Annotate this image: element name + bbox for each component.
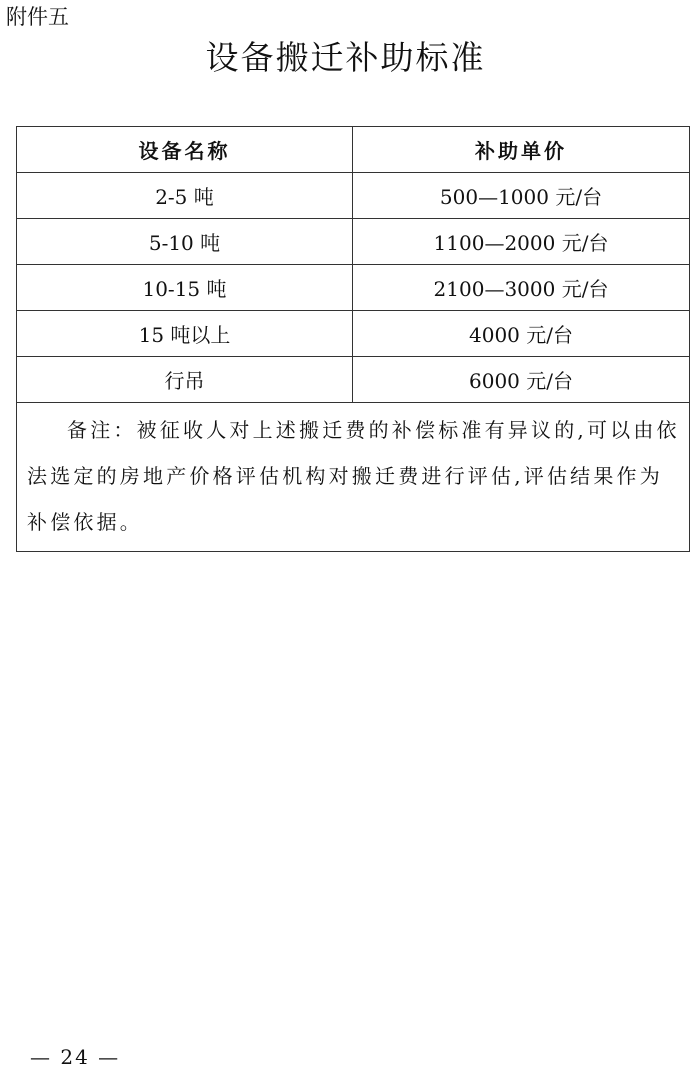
table-row [17, 357, 690, 403]
table-row [17, 265, 690, 311]
unit-price-cell: 4000 元/台 [353, 311, 690, 357]
table-note-row [17, 403, 690, 552]
unit-price-cell: 6000 元/台 [353, 357, 690, 403]
equipment-name-cell: 10-15 吨 [17, 265, 353, 311]
table-row [17, 219, 690, 265]
table-row [17, 311, 690, 357]
table-row [17, 173, 690, 219]
unit-price-cell: 2100—3000 元/台 [353, 265, 690, 311]
column-header-unit-price: 补助单价 [353, 127, 690, 173]
attachment-label: 附件五 [6, 5, 69, 29]
equipment-name-cell: 5-10 吨 [17, 219, 353, 265]
equipment-name-cell: 15 吨以上 [17, 311, 353, 357]
table-header-row [17, 127, 690, 173]
document-title: 设备搬迁补助标准 [205, 38, 486, 77]
subsidy-standard-table [16, 126, 690, 552]
table-note: 备注：被征收人对上述搬迁费的补偿标准有异议的,可以由依法选定的房地产价格评估机构对搬迁费进行评估,评估结果作为补偿依据。 [17, 403, 690, 552]
equipment-name-cell: 行吊 [17, 357, 353, 403]
equipment-name-cell: 2-5 吨 [17, 173, 353, 219]
column-header-equipment-name: 设备名称 [17, 127, 353, 173]
unit-price-cell: 500—1000 元/台 [353, 173, 690, 219]
unit-price-cell: 1100—2000 元/台 [353, 219, 690, 265]
page-number: — 24 — [30, 1045, 121, 1069]
